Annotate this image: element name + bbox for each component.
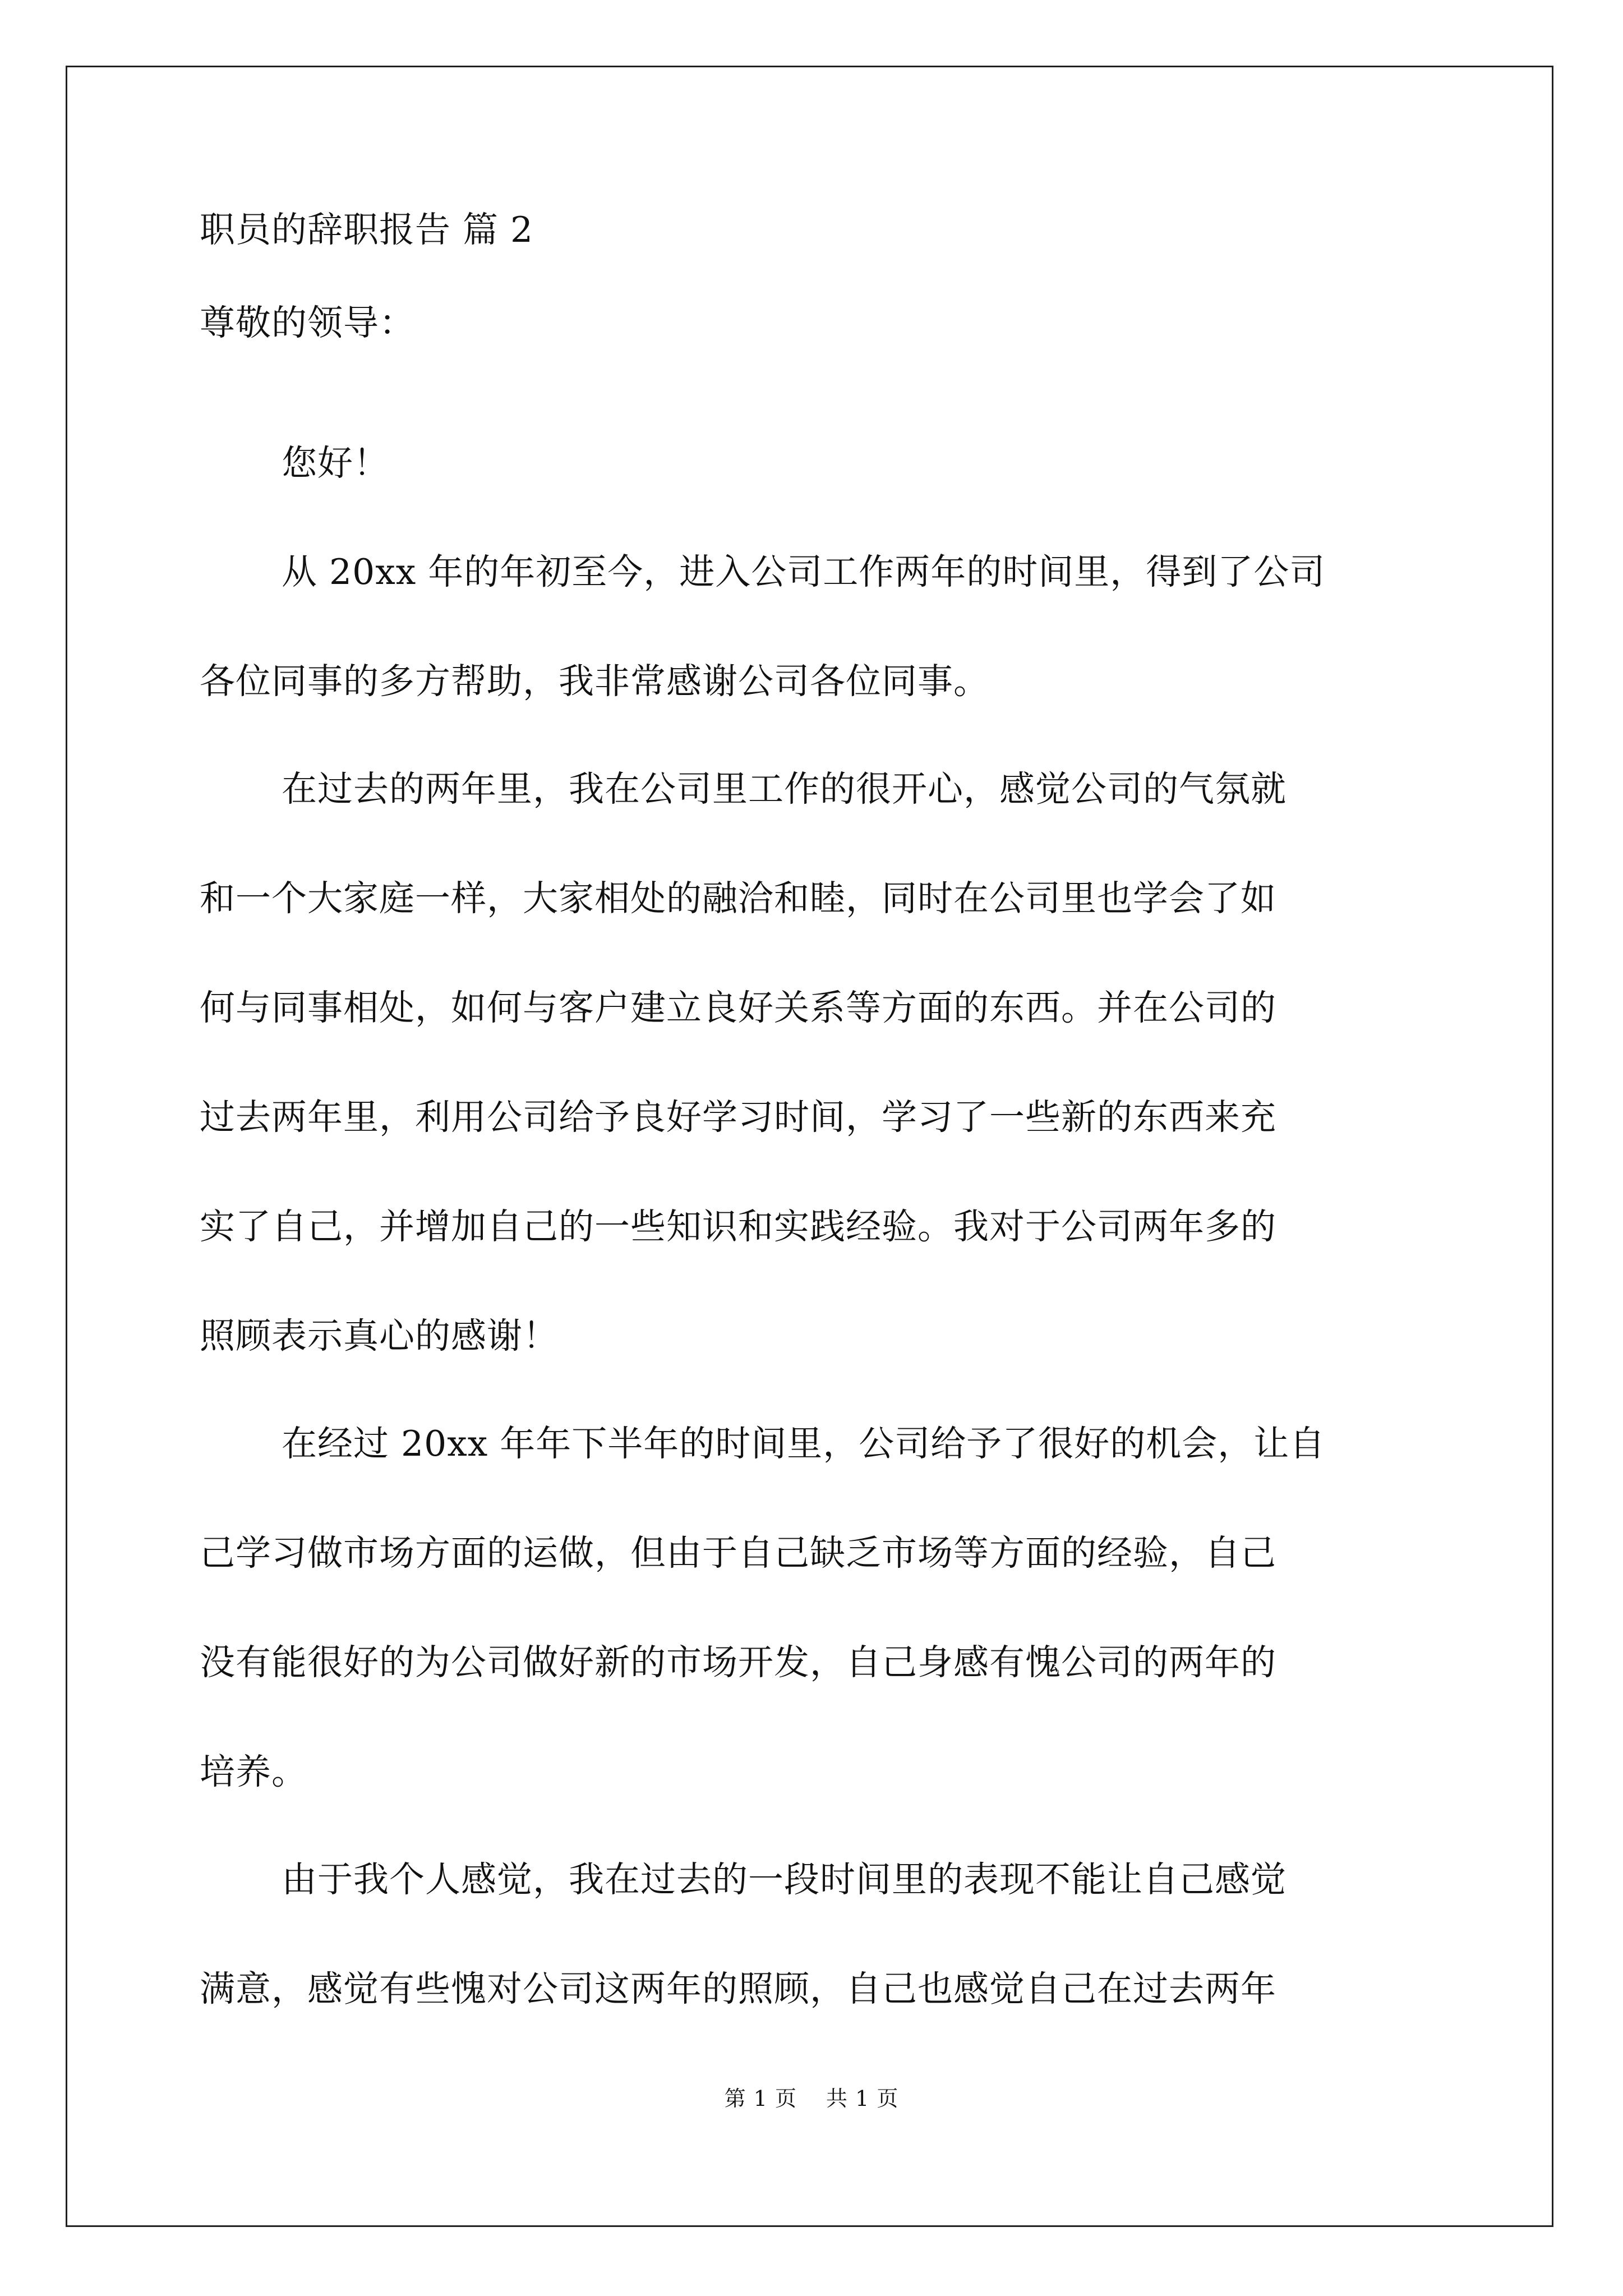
paragraph-line: 和一个大家庭一样，大家相处的融洽和睦，同时在公司里也学会了如: [200, 878, 1276, 919]
paragraph-line: 各位同事的多方帮助，我非常感谢公司各位同事。: [200, 661, 989, 702]
salutation: 尊敬的领导：: [200, 302, 415, 343]
document-title: 职员的辞职报告 篇 2: [200, 209, 534, 250]
paragraph-line: 在经过 20xx 年年下半年的时间里，公司给予了很好的机会，让自: [282, 1423, 1326, 1464]
page-border: [66, 66, 1553, 2227]
page-footer: 第 1 页 共 1 页: [724, 2086, 899, 2111]
paragraph-line: 满意，感觉有些愧对公司这两年的照顾，自己也感觉自己在过去两年: [200, 1968, 1276, 2009]
paragraph-line: 没有能很好的为公司做好新的市场开发，自己身感有愧公司的两年的: [200, 1642, 1276, 1683]
paragraph-line: 过去两年里，利用公司给予良好学习时间，学习了一些新的东西来充: [200, 1097, 1276, 1138]
paragraph-line: 照顾表示真心的感谢！: [200, 1315, 559, 1356]
paragraph-line: 从 20xx 年的年初至今，进入公司工作两年的时间里，得到了公司: [282, 551, 1326, 592]
greeting: 您好！: [282, 443, 389, 484]
paragraph-line: 实了自己，并增加自己的一些知识和实践经验。我对于公司两年多的: [200, 1206, 1276, 1247]
paragraph-line: 培养。: [200, 1751, 307, 1792]
paragraph-line: 己学习做市场方面的运做，但由于自己缺乏市场等方面的经验，自己: [200, 1533, 1276, 1573]
paragraph-line: 何与同事相处，如何与客户建立良好关系等方面的东西。并在公司的: [200, 987, 1276, 1028]
paragraph-line: 在过去的两年里，我在公司里工作的很开心，感觉公司的气氛就: [282, 769, 1287, 809]
paragraph-line: 由于我个人感觉，我在过去的一段时间里的表现不能让自己感觉: [282, 1859, 1287, 1900]
